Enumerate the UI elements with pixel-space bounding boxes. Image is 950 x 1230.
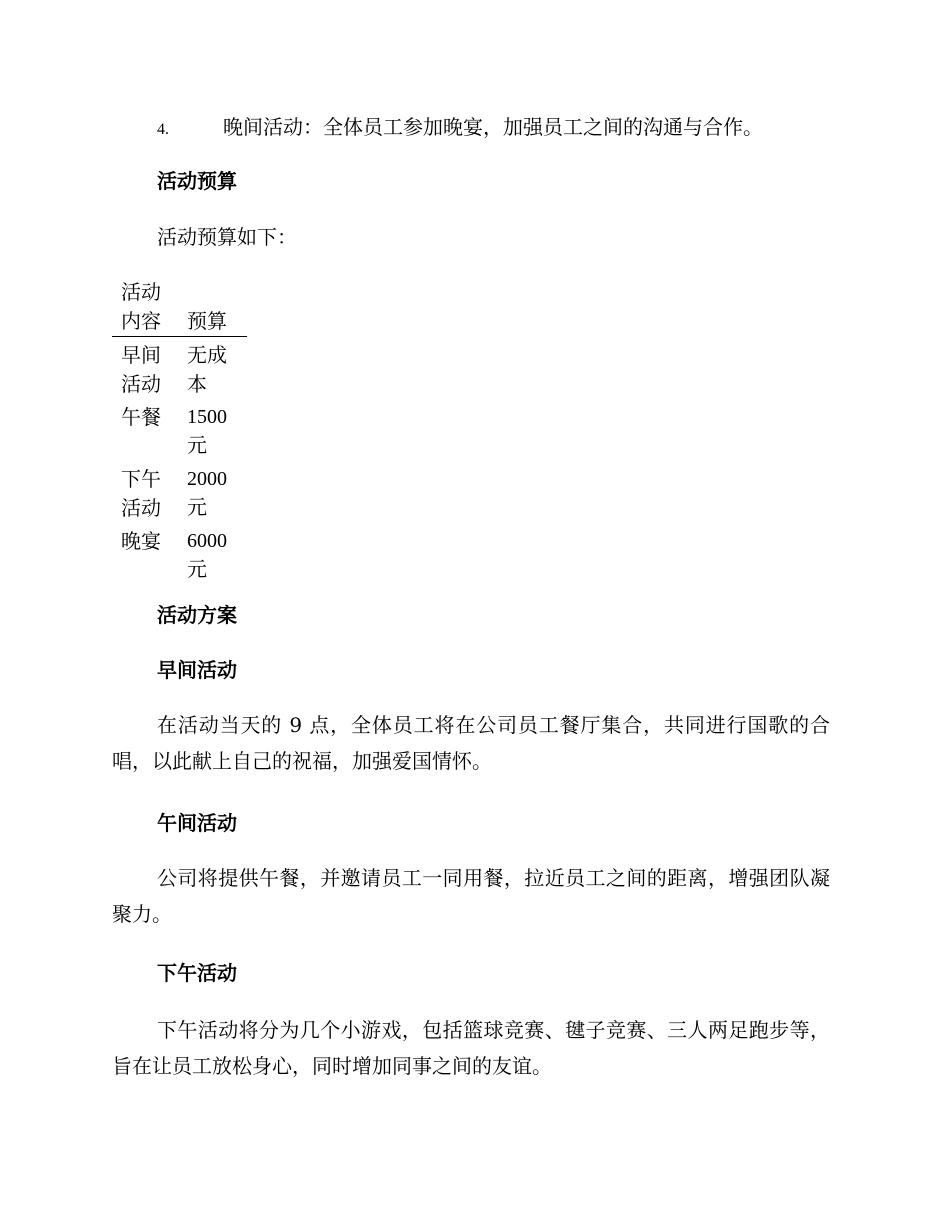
plan-heading: 活动方案 (157, 603, 237, 627)
budget-cell-item: 晚宴 (121, 529, 161, 553)
noon-paragraph: 公司将提供午餐，并邀请员工一同用餐，拉近员工之间的距离，增强团队凝聚力。 (112, 866, 830, 926)
budget-table-header-row (112, 278, 247, 337)
budget-cell-item: 早间活动 (121, 343, 161, 396)
table-row (112, 461, 247, 523)
afternoon-heading: 下午活动 (157, 961, 237, 985)
list-item-text: 晚间活动：全体员工参加晚宴，加强员工之间的沟通与合作。 (223, 115, 763, 139)
budget-cell-item: 下午活动 (121, 467, 161, 520)
morning-heading: 早间活动 (157, 658, 237, 682)
budget-cell-item: 午餐 (121, 405, 161, 429)
budget-intro: 活动预算如下： (157, 225, 297, 249)
budget-table (112, 278, 247, 585)
table-row (112, 399, 247, 461)
list-item-evening (157, 112, 763, 145)
budget-header-item: 活动内容 (112, 278, 183, 337)
table-row (112, 523, 247, 585)
budget-cell-amount: 2000元 (187, 468, 227, 519)
morning-paragraph: 在活动当天的 9 点，全体员工将在公司员工餐厅集合，共同进行国歌的合唱，以此献上自己的祝福，加强爱国情怀。 (112, 713, 830, 773)
budget-cell-amount: 6000元 (187, 530, 227, 581)
budget-cell-amount: 1500元 (187, 406, 227, 457)
list-number: 4. (157, 121, 169, 138)
table-row (112, 337, 247, 400)
budget-cell-amount: 无成本 (187, 343, 227, 396)
noon-heading: 午间活动 (157, 811, 237, 835)
afternoon-paragraph: 下午活动将分为几个小游戏，包括篮球竞赛、毽子竞赛、三人两足跑步等，旨在让员工放松身心，同时增加同事之间的友谊。 (112, 1018, 830, 1078)
budget-heading: 活动预算 (157, 169, 237, 193)
budget-header-amount: 预算 (183, 278, 247, 337)
